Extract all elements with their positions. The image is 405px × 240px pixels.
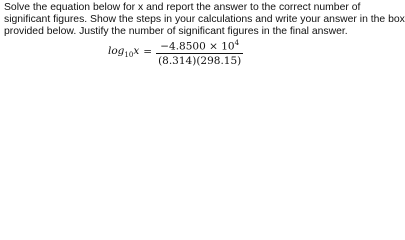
numerator-exponent: 4 <box>234 38 240 47</box>
numerator <box>158 37 241 54</box>
instruction-line-2: significant figures. Show the steps in your calculations and write your answer in the box <box>4 14 405 26</box>
denominator: (8.314)(298.15) <box>158 55 242 68</box>
instruction-line-1: Solve the equation below for x and report the answer to the correct number of <box>4 2 361 13</box>
log-base: 10 <box>124 51 134 60</box>
problem-instructions <box>4 2 405 39</box>
variable-x: x <box>133 44 140 57</box>
equals-sign: = <box>143 46 153 58</box>
fraction <box>156 37 243 68</box>
instruction-line-3: provided below. Justify the number of significant figures in the final answer. <box>4 26 348 38</box>
numerator-mantissa: −4.8500 × 10 <box>160 40 235 53</box>
equation <box>108 37 243 67</box>
log-label: log <box>108 44 125 57</box>
equation-lhs <box>108 45 139 59</box>
